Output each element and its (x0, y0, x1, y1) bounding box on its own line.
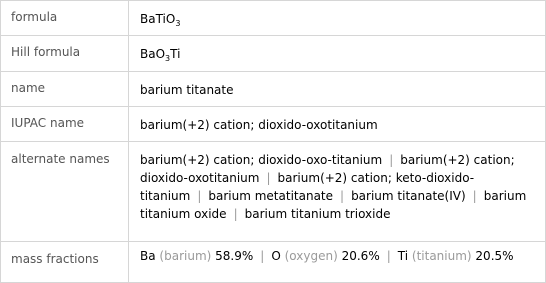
separator: | (260, 249, 265, 263)
element-name: (oxygen) (284, 249, 338, 263)
label-alternate-names: alternate names (11, 152, 110, 166)
formula-subscript: 3 (175, 19, 181, 28)
separator: | (266, 171, 271, 185)
separator: | (197, 189, 202, 203)
row-name (1, 71, 545, 106)
element-percent: 58.9% (215, 249, 254, 263)
row-mass-fractions (1, 241, 545, 283)
value-mass-fractions (129, 242, 545, 283)
element-symbol: Ti (397, 249, 409, 263)
alternate-name: barium metatitanate (208, 189, 334, 203)
alternate-name: barium titanium oxide (140, 189, 527, 221)
row-alternate-names (1, 141, 545, 241)
label-mass-fractions: mass fractions (11, 252, 99, 266)
separator: | (233, 207, 238, 221)
value-iupac-name: barium(+2) cation; dioxido-oxotitanium (140, 118, 378, 132)
value-hill-formula (129, 36, 545, 71)
element-percent: 20.6% (341, 249, 380, 263)
alternate-name: barium(+2) cation; dioxido-oxotitanium (140, 153, 515, 185)
element-symbol: O (271, 249, 281, 263)
value-alternate-names (129, 142, 545, 241)
value-name: barium titanate (140, 83, 234, 97)
hill-tail: Ti (170, 47, 181, 61)
separator: | (389, 153, 394, 167)
separator: | (386, 249, 391, 263)
row-formula (1, 1, 545, 35)
alternate-name: barium titanate(IV) (351, 189, 466, 203)
element-percent: 20.5% (475, 249, 514, 263)
label-formula: formula (11, 10, 58, 24)
row-hill-formula (1, 35, 545, 71)
element-symbol: Ba (140, 249, 156, 263)
label-name: name (11, 81, 46, 95)
element-name: (barium) (159, 249, 212, 263)
label-hill-formula: Hill formula (11, 45, 81, 59)
hill-subscript: 3 (165, 54, 171, 63)
element-name: (titanium) (411, 249, 472, 263)
value-formula (129, 1, 545, 35)
formula-base: BaTiO (140, 12, 176, 26)
alternate-name: barium(+2) cation; keto-dioxido-titanium (140, 171, 475, 203)
separator: | (340, 189, 345, 203)
alternate-name: barium titanium trioxide (244, 207, 391, 221)
label-iupac-name: IUPAC name (11, 116, 85, 130)
separator: | (472, 189, 477, 203)
alternate-name: barium(+2) cation; dioxido-oxo-titanium (140, 153, 383, 167)
hill-base: BaO (140, 47, 166, 61)
row-iupac-name (1, 106, 545, 141)
